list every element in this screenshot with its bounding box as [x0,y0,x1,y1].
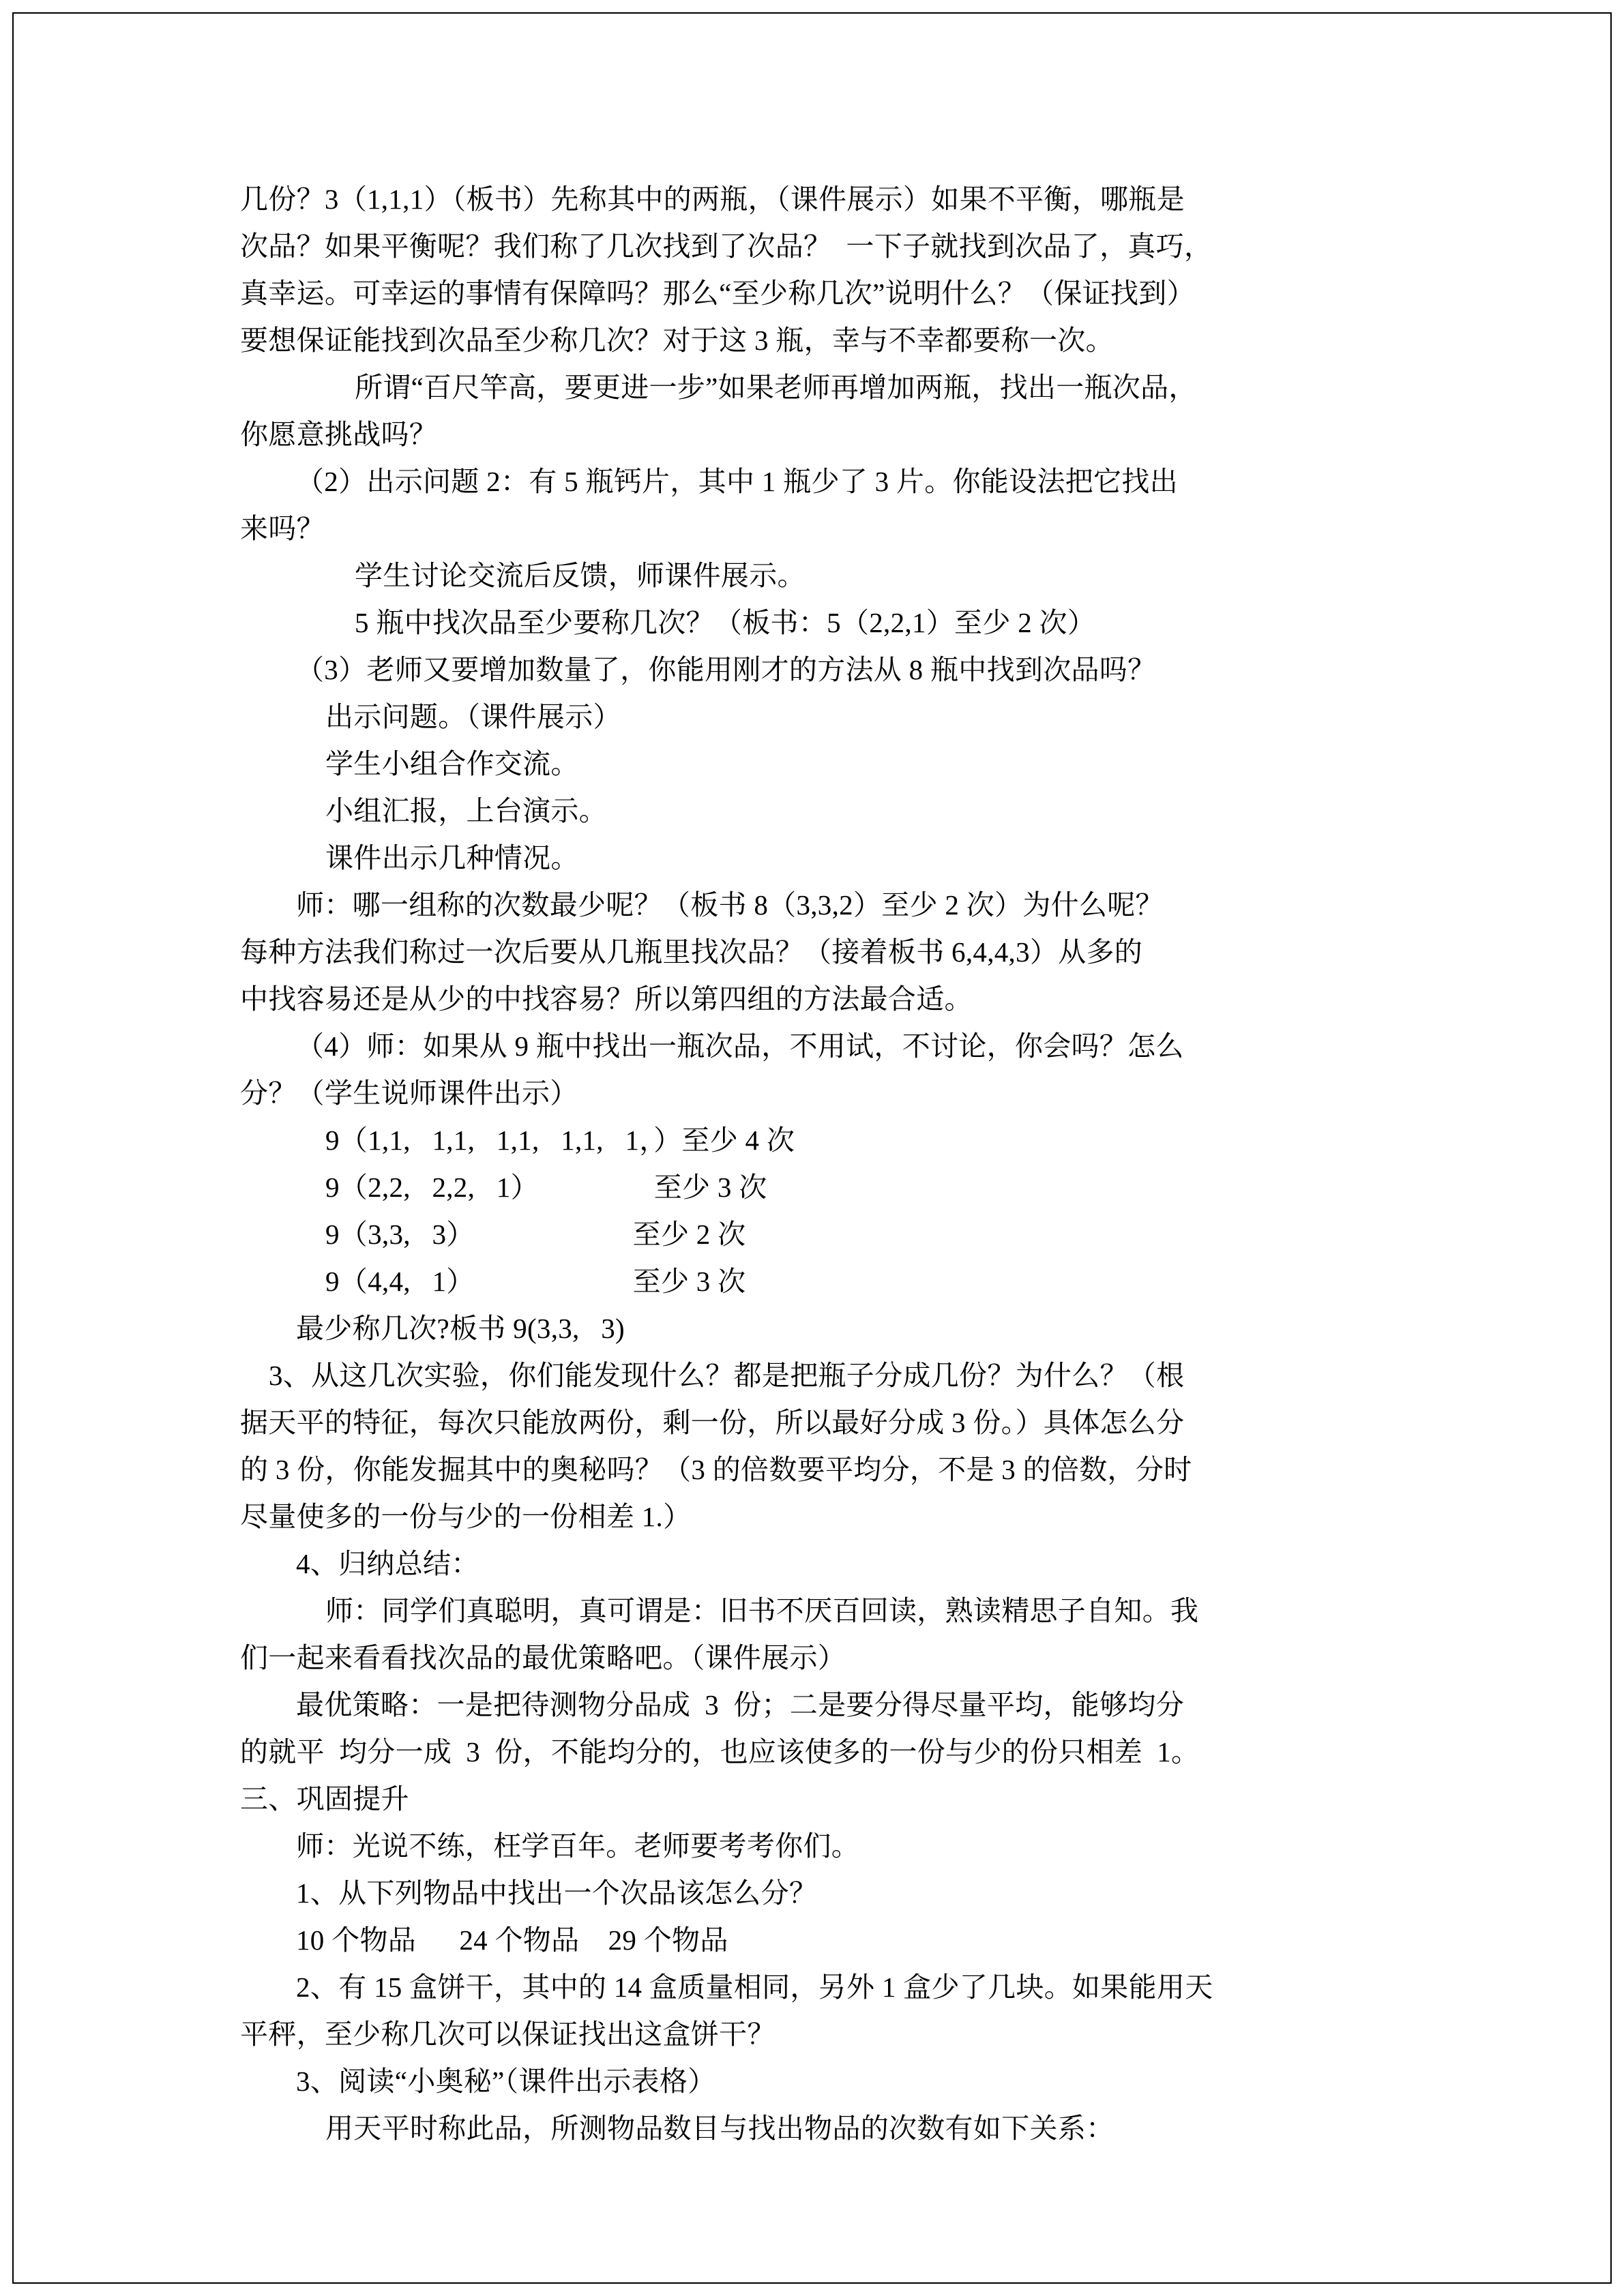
text-line: 9（3,3, 3） 至少 2 次 [325,1219,746,1250]
text-line: 几份？3（1,1,1）（板书）先称其中的两瓶，（课件展示）如果不平衡，哪瓶是 [240,183,1185,215]
text-line: 最少称几次?板书 9(3,3, 3) [296,1313,625,1344]
text-line: 次品？如果平衡呢？我们称了几次找到了次品？ 一下子就找到次品了，真巧， [240,230,1213,262]
text-line: 每种方法我们称过一次后要从几瓶里找次品？（接着板书 6,4,4,3）从多的 [240,936,1143,968]
text-line: 1、从下列物品中找出一个次品该怎么分？ [296,1877,818,1909]
text-line: 课件出示几种情况。 [325,842,579,874]
text-line: 9（1,1, 1,1, 1,1, 1,1, 1，）至少 4 次 [325,1124,795,1156]
text-line: 的 3 份，你能发掘其中的奥秘吗？（3 的倍数要平均分，不是 3 的倍数，分时 [240,1454,1192,1485]
text-line: 4、归纳总结： [296,1548,479,1579]
text-line: 最优策略：一是把待测物分品成 3 份；二是要分得尽量平均，能够均分 [296,1689,1184,1720]
text-line: 们一起来看看找次品的最优策略吧。（课件展示） [240,1642,846,1673]
text-line: 要想保证能找到次品至少称几次？对于这 3 瓶，幸与不幸都要称一次。 [240,325,1114,356]
text-line: （4）师：如果从 9 瓶中找出一瓶次品，不用试，不讨论，你会吗？怎么 [296,1030,1184,1062]
text-line: 所谓“百尺竿高，要更进一步”如果老师再增加两瓶，找出一瓶次品， [355,372,1197,403]
text-line: 5 瓶中找次品至少要称几次？（板书：5（2,2,1）至少 2 次） [355,607,1096,638]
text-line: 出示问题。（课件展示） [325,701,621,732]
text-line: 尽量使多的一份与少的一份相差 1.） [240,1501,692,1532]
text-line: 10 个物品 24 个物品 29 个物品 [296,1924,728,1956]
text-line: （3）老师又要增加数量了，你能用刚才的方法从 8 瓶中找到次品吗？ [296,654,1156,685]
text-line: 2、有 15 盒饼干，其中的 14 盒质量相同，另外 1 盒少了几块。如果能用天 [296,1971,1213,2003]
text-line: 学生讨论交流后反馈，师课件展示。 [355,560,806,591]
text-line: 来吗？ [240,513,325,544]
text-line: 据天平的特征，每次只能放两份，剩一份，所以最好分成 3 份。）具体怎么分 [240,1407,1185,1438]
text-line: 学生小组合作交流。 [325,748,579,779]
text-line: 师：哪一组称的次数最少呢？（板书 8（3,3,2）至少 2 次）为什么呢？ [296,889,1164,921]
text-line: 的就平 均分一成 3 份，不能均分的，也应该使多的一份与少的份只相差 1。 [240,1736,1200,1768]
text-line: 师：同学们真聪明，真可谓是：旧书不厌百回读，熟读精思子自知。我 [325,1595,1199,1626]
text-line: 真幸运。可幸运的事情有保障吗？那么“至少称几次”说明什么？（保证找到） [240,278,1195,309]
text-line: 你愿意挑战吗？ [240,419,438,450]
text-line: 小组汇报，上台演示。 [325,795,607,826]
text-line: 平秤，至少称几次可以保证找出这盒饼干？ [240,2018,776,2050]
text-line: 3、从这几次实验，你们能发现什么？都是把瓶子分成几份？为什么？（根 [269,1360,1185,1391]
document-body [240,176,1400,2152]
text-line: 3、阅读“小奥秘”（课件出示表格） [296,2066,716,2097]
text-line: 三、巩固提升 [240,1783,409,1815]
text-line: 中找容易还是从少的中找容易？所以第四组的方法最合适。 [240,983,973,1015]
text-line: 用天平时称此品，所测物品数目与找出物品的次数有如下关系： [325,2113,1114,2144]
text-line: 9（4,4, 1） 至少 3 次 [325,1266,746,1297]
text-line: 9（2,2, 2,2, 1） 至少 3 次 [325,1172,767,1203]
text-line: （2）出示问题 2：有 5 瓶钙片，其中 1 瓶少了 3 片。你能设法把它找出 [296,466,1178,497]
text-line: 分？（学生说师课件出示） [240,1077,578,1109]
text-line: 师：光说不练，枉学百年。老师要考考你们。 [296,1830,859,1862]
